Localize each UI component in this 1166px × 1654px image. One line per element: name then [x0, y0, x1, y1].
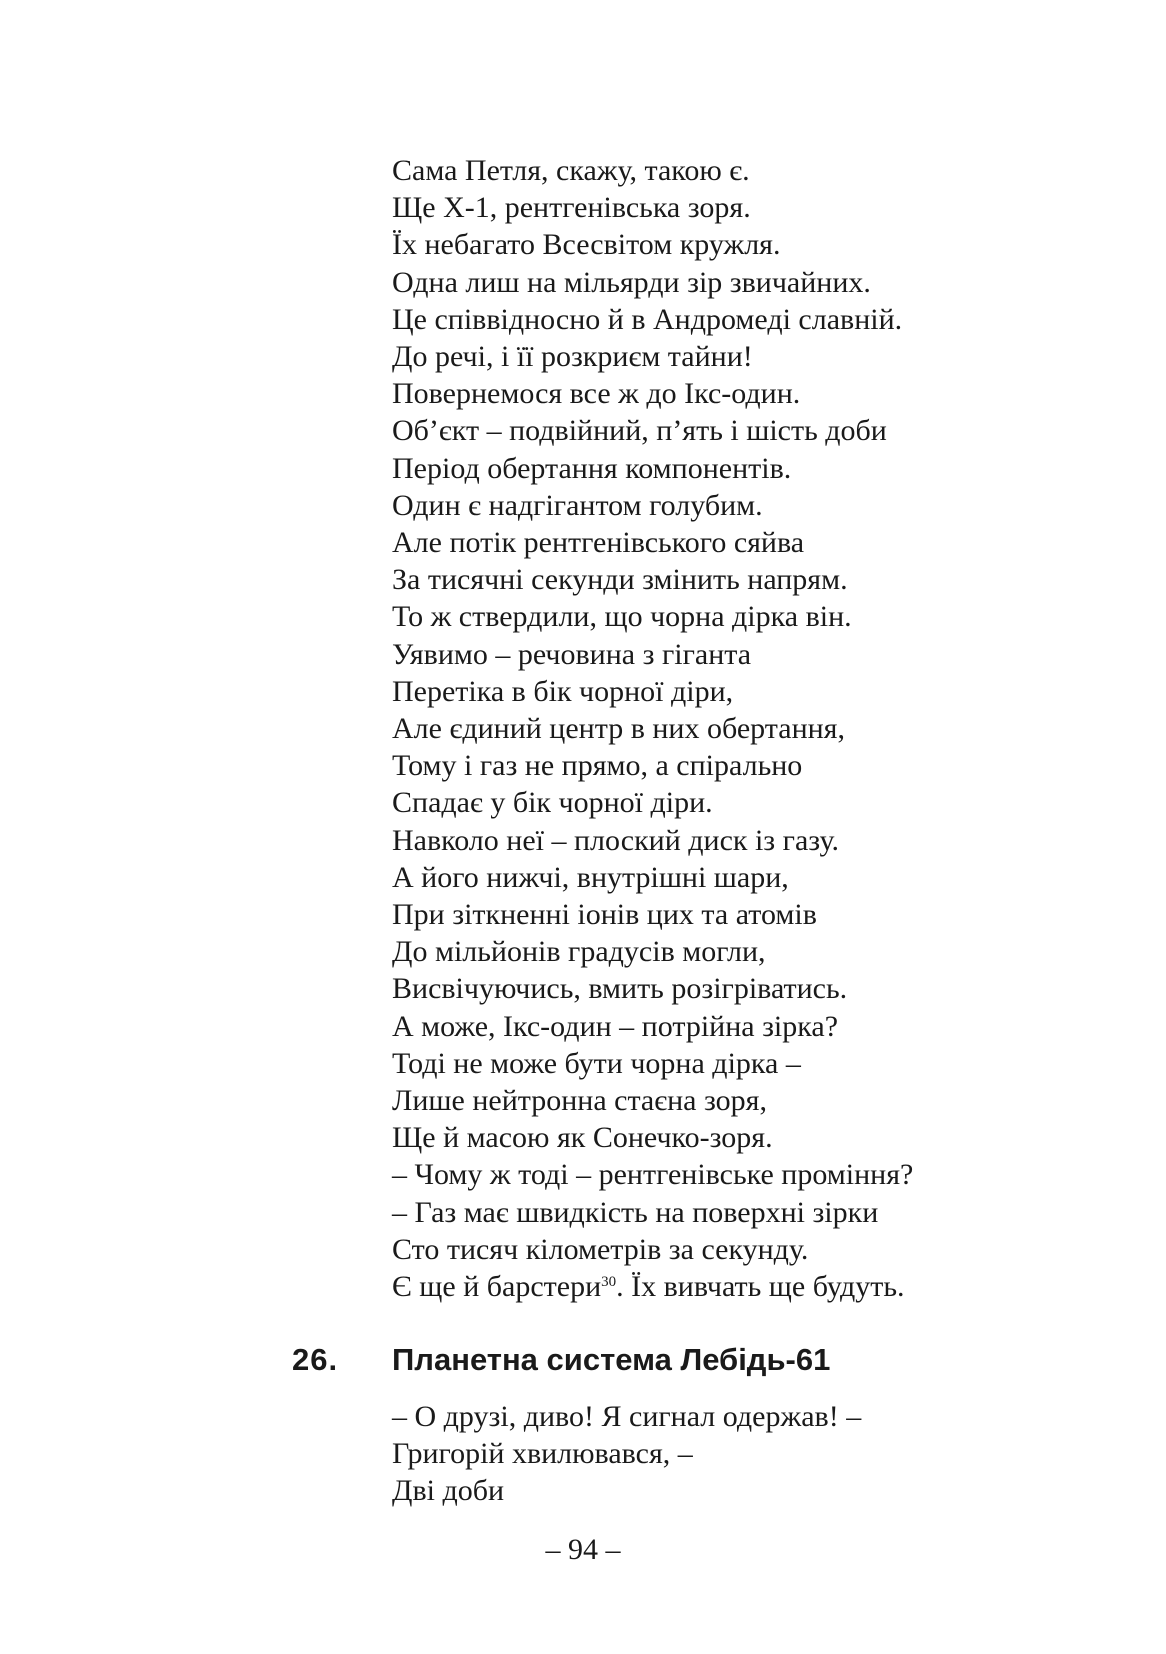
poem-line: Тоді не може бути чорна дірка – [392, 1046, 801, 1080]
poem-line: Висвічуючись, вмить розігріватись. [392, 972, 848, 1006]
poem-line: – Газ має швидкість на поверхні зірки [392, 1195, 879, 1229]
poem-line: Навколо неї – плоский диск із газу. [392, 823, 839, 857]
poem-stanza [392, 152, 913, 1305]
section-title: Планетна система Лебідь-61 [392, 1342, 831, 1377]
poem-line: Уявимо – речовина з гіганта [392, 637, 752, 671]
poem-line: Сто тисяч кілометрів за секунду. [392, 1232, 809, 1266]
poem-line-text: Є ще й барстери [392, 1270, 602, 1304]
poem-line: Дві доби [392, 1474, 505, 1508]
poem-line: Період обертання компонентів. [392, 451, 792, 485]
poem-line: А може, Ікс-один – потрійна зірка? [392, 1009, 839, 1043]
poem-line: Ще й масою як Сонечко-зоря. [392, 1121, 773, 1155]
poem-line: То ж ствердили, що чорна дірка він. [392, 600, 852, 634]
poem-line: – Чому ж тоді – рентгенівське проміння? [392, 1158, 914, 1192]
poem-line: До речі, і її розкриєм тайни! [392, 340, 753, 374]
poem-line: Лише нейтронна стаєна зоря, [392, 1084, 767, 1118]
poem-line: Це співвідносно й в Андромеді славній. [392, 302, 903, 336]
poem-line: Одна лиш на мільярди зір звичайних. [392, 265, 871, 299]
poem-line: Ще Х-1, рентгенівська зоря. [392, 191, 751, 225]
poem-line: Повернемося все ж до Ікс-один. [392, 377, 801, 411]
poem-line: Їх небагато Всесвітом кружля. [392, 228, 781, 262]
section-number: 26. [292, 1342, 339, 1377]
poem-line: Перетіка в бік чорної діри, [392, 674, 734, 708]
page-number: – 94 – [545, 1533, 621, 1566]
poem-line: А його нижчі, внутрішні шари, [392, 860, 789, 894]
poem-line: Але єдиний центр в них обертання, [392, 712, 845, 746]
poem-line: Спадає у бік чорної діри. [392, 786, 713, 820]
poem-line: Григорій хвилювався, – [392, 1437, 693, 1471]
poem-line-text: . Їх вивчать ще будуть. [616, 1270, 905, 1304]
poem-stanza-2 [392, 1398, 861, 1510]
poem-line: При зіткненні іонів цих та атомів [392, 898, 817, 932]
poem-line: Але потік рентгенівського сяйва [392, 526, 805, 560]
poem-line: Сама Петля, скажу, такою є. [392, 154, 750, 187]
poem-line: До мільйонів градусів могли, [392, 935, 766, 969]
poem-line: Тому і газ не прямо, а спірально [392, 749, 803, 783]
poem-line: Об’єкт – подвійний, п’ять і шість доби [392, 414, 887, 448]
poem-line: За тисячні секунди змінить напрям. [392, 563, 848, 597]
poem-line: Один є надгігантом голубим. [392, 488, 763, 522]
poem-line: – О друзі, диво! Я сигнал одержав! – [392, 1400, 862, 1433]
poem-line-with-footnote [392, 1268, 913, 1305]
footnote-reference[interactable]: 30 [601, 1274, 617, 1291]
